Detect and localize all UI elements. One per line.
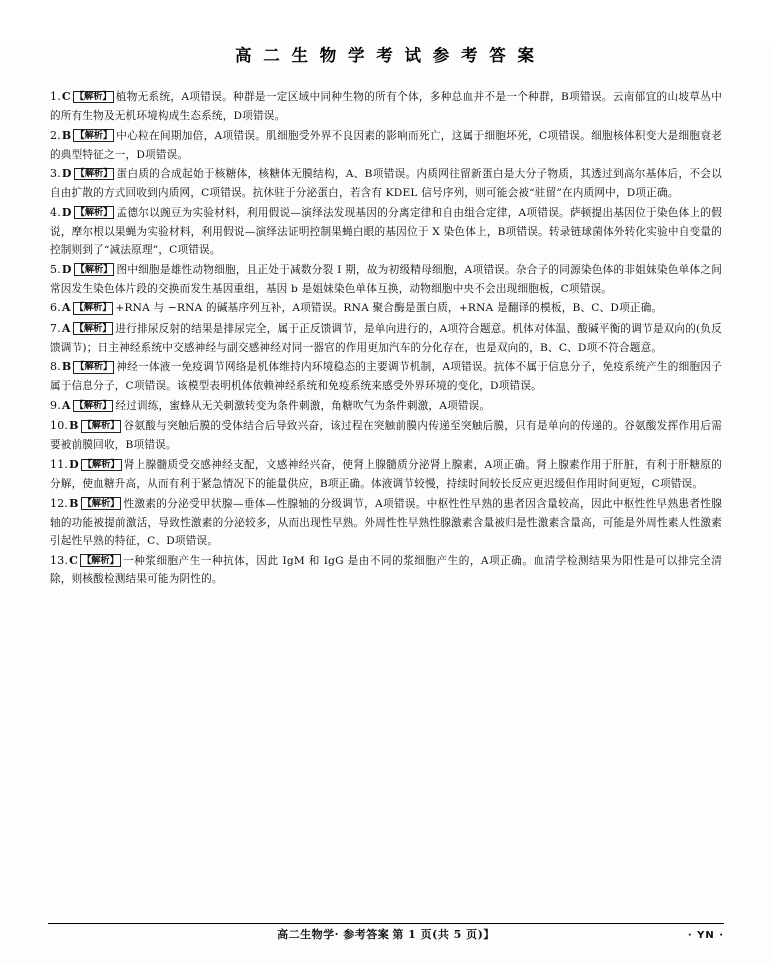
footer-page-number: 第 1 页(共 5 页)】 bbox=[392, 928, 495, 941]
answer-explanation: 性激素的分泌受甲状腺—垂体—性腺轴的分级调节，A项错误。中枢性性早熟的患者因含量较高，因此中枢性性早熟患者性腺轴的功能被提前激活，导致性激素的分泌较多，从而出现性早熟。外周性性早熟性腺激素含量被归是性激素含量高，可能是外周性素人性激素引起性早熟的特征，C、D项错误。 bbox=[50, 497, 722, 547]
answer-explanation: 一种浆细胞产生一种抗体，因此 IgM 和 IgG 是由不同的浆细胞产生的，A项正确。血清学检测结果为阳性是可以排完全清除，则核酸检测结果可能为阴性的。 bbox=[50, 554, 722, 586]
footer-divider bbox=[48, 923, 724, 924]
analysis-tag: 【解析】 bbox=[75, 168, 113, 180]
answer-choice: D bbox=[61, 167, 72, 181]
footer-region-code: · YN · bbox=[687, 930, 724, 941]
page-footer bbox=[0, 923, 772, 949]
answer-explanation: 蛋白质的合成起始于核糖体，核糖体无膜结构，A、B项错误。内质网往留新蛋白是大分子物质，其透过到高尔基体后，不会以自由扩散的方式回收到内质网，C项错误。抗休驻于分泌蛋白，若含有 KDEL 信号序列，则可能会被“驻留”在内质网中，D项正确。 bbox=[50, 168, 722, 200]
answer-entry bbox=[50, 204, 722, 259]
answer-choice: A bbox=[61, 321, 71, 335]
answer-choice: C bbox=[69, 553, 79, 567]
answer-number: 12. bbox=[50, 496, 69, 510]
answer-entry bbox=[50, 456, 722, 493]
analysis-tag: 【解析】 bbox=[75, 206, 113, 218]
answer-number: 11. bbox=[50, 458, 69, 472]
answer-choice: D bbox=[69, 458, 79, 472]
answer-choice: A bbox=[61, 399, 71, 412]
answer-explanation: 植物无系统，A项错误。种群是一定区域中同种生物的所有个体，多种总血并不是一个种群，B项错误。云南郁宜的山坡草丛中的所有生物及无机环境构成生态系统，D项错误。 bbox=[50, 91, 722, 122]
answer-explanation: 进行排尿反射的结果是排尿完全，属于正反馈调节，是单向进行的，A项符合题意。机体对体温、酸碱平衡的调节是双向的(负反馈调节)；日主神经系统中交感神经与副交感神经对同一器官的作用更加汽车的分化存在，也是双向的，B、C、D项不符合题意。 bbox=[50, 322, 722, 354]
analysis-tag: 【解析】 bbox=[74, 400, 112, 411]
analysis-tag: 【解析】 bbox=[75, 263, 113, 275]
analysis-tag: 【解析】 bbox=[82, 459, 120, 471]
answer-number: 6. bbox=[50, 301, 61, 315]
answer-number: 5. bbox=[50, 262, 61, 276]
answer-explanation: 图中细胞是雄性动物细胞，且正处于减数分裂 Ⅰ 期，故为初级精母细胞，A项错误。杂合子的同源染色体的非姐妹染色单体之间常因发生染色体片段的交换而发生基因重组，基因 b 是姐妹染色单体互换，动物细胞中央不会出现细胞板，C项错误。 bbox=[50, 263, 722, 295]
answer-choice: B bbox=[69, 496, 79, 510]
answer-number: 9. bbox=[50, 399, 61, 412]
answer-number: 3. bbox=[50, 167, 61, 181]
answer-choice: B bbox=[69, 419, 79, 433]
answer-choice: D bbox=[61, 262, 72, 276]
answer-entry bbox=[50, 320, 722, 357]
answer-entry bbox=[50, 299, 722, 318]
analysis-tag: 【解析】 bbox=[82, 497, 120, 509]
analysis-tag: 【解析】 bbox=[82, 420, 120, 432]
answer-number: 4. bbox=[50, 205, 61, 219]
answer-number: 2. bbox=[50, 128, 61, 142]
answer-number: 8. bbox=[50, 360, 61, 374]
analysis-tag: 【解析】 bbox=[82, 554, 119, 566]
answer-explanation: 谷氨酸与突触后膜的受体结合后导致兴奋，该过程在突触前膜内传递至突触后膜，只有是单向的传递的。谷氨酸发挥作用后需要被前膜回收，B项错误。 bbox=[50, 420, 722, 452]
answer-entry bbox=[50, 358, 722, 395]
answer-entry bbox=[50, 261, 722, 298]
answer-number: 13. bbox=[50, 553, 69, 567]
analysis-tag: 【解析】 bbox=[75, 129, 113, 141]
answer-entry bbox=[50, 165, 722, 202]
answer-choice: A bbox=[61, 301, 71, 315]
answer-explanation: 中心粒在间期加倍，A项错误。肌细胞受外界不良因素的影响而死亡，这属于细胞坏死，C项错误。细胞核体积变大是细胞衰老的典型特征之一，D项错误。 bbox=[50, 129, 722, 161]
footer-answer-label: · 参考答案 bbox=[334, 928, 390, 941]
answer-choice: D bbox=[61, 205, 72, 219]
answer-entry bbox=[50, 397, 722, 416]
answer-entry bbox=[50, 552, 722, 589]
answer-choice: B bbox=[61, 360, 72, 374]
analysis-tag: 【解析】 bbox=[74, 322, 112, 334]
analysis-tag: 【解析】 bbox=[75, 361, 113, 373]
answer-entry bbox=[50, 417, 722, 454]
answer-number: 7. bbox=[50, 321, 61, 335]
answer-explanation: 肾上腺髓质受交感神经支配，文感神经兴奋，使肾上腺髓质分泌肾上腺素，A项正确。肾上腺素作用于肝脏，有利于肝糖原的分解，使血糖升高，从而有利于紧急情况下的能量供应，B项正确。体液调节较慢，持续时间较长反应更迟缓但作用时间更短，C项错误。 bbox=[50, 459, 722, 490]
answer-choice: C bbox=[61, 90, 71, 103]
answer-entry bbox=[50, 495, 722, 550]
answers-list bbox=[50, 72, 722, 589]
document-page bbox=[0, 42, 772, 965]
analysis-tag: 【解析】 bbox=[74, 302, 112, 314]
analysis-tag: 【解析】 bbox=[74, 91, 112, 102]
answer-choice: B bbox=[61, 128, 72, 142]
page-title: 高 二 生 物 学 考 试 参 考 答 案 bbox=[235, 46, 537, 65]
answer-explanation: 孟德尔以豌豆为实验材料，利用假说—演绎法发现基因的分离定律和自由组合定律，A项错误。萨顿提出基因位于染色体上的假说，摩尔根以果蝇为实验材料，利用假说—演绎法证明控制果蝇白眼的基因位于 X 染色体上，B项错误。转录链球菌体外转化实验中自变量的控制则到了“减法原理”，C项错误。 bbox=[50, 206, 722, 256]
answer-explanation: 经过训练，蜜蜂从无关刺激转变为条件刺激，角糖吹气为条件刺激，A项错误。 bbox=[115, 400, 491, 412]
answer-number: 1. bbox=[50, 90, 61, 103]
answer-number: 10. bbox=[50, 419, 69, 433]
answer-explanation: 神经一体液一免疫调节网络是机体维持内环境稳态的主要调节机制，A项错误。抗体不属于信息分子，免疫系统产生的细胞因子属于信息分子，C项错误。该模型表明机体依赖神经系统和免疫系统来感受外界环境的变化，D项错误。 bbox=[50, 361, 722, 393]
answer-explanation: +RNA 与 −RNA 的碱基序列互补，A项错误。RNA 聚合酶是蛋白质，+RNA 是翻译的模板，B、C、D项正确。 bbox=[115, 302, 663, 315]
footer-subject: 高二生物学 bbox=[277, 928, 335, 941]
answer-entry bbox=[50, 88, 722, 125]
answer-entry bbox=[50, 127, 722, 164]
